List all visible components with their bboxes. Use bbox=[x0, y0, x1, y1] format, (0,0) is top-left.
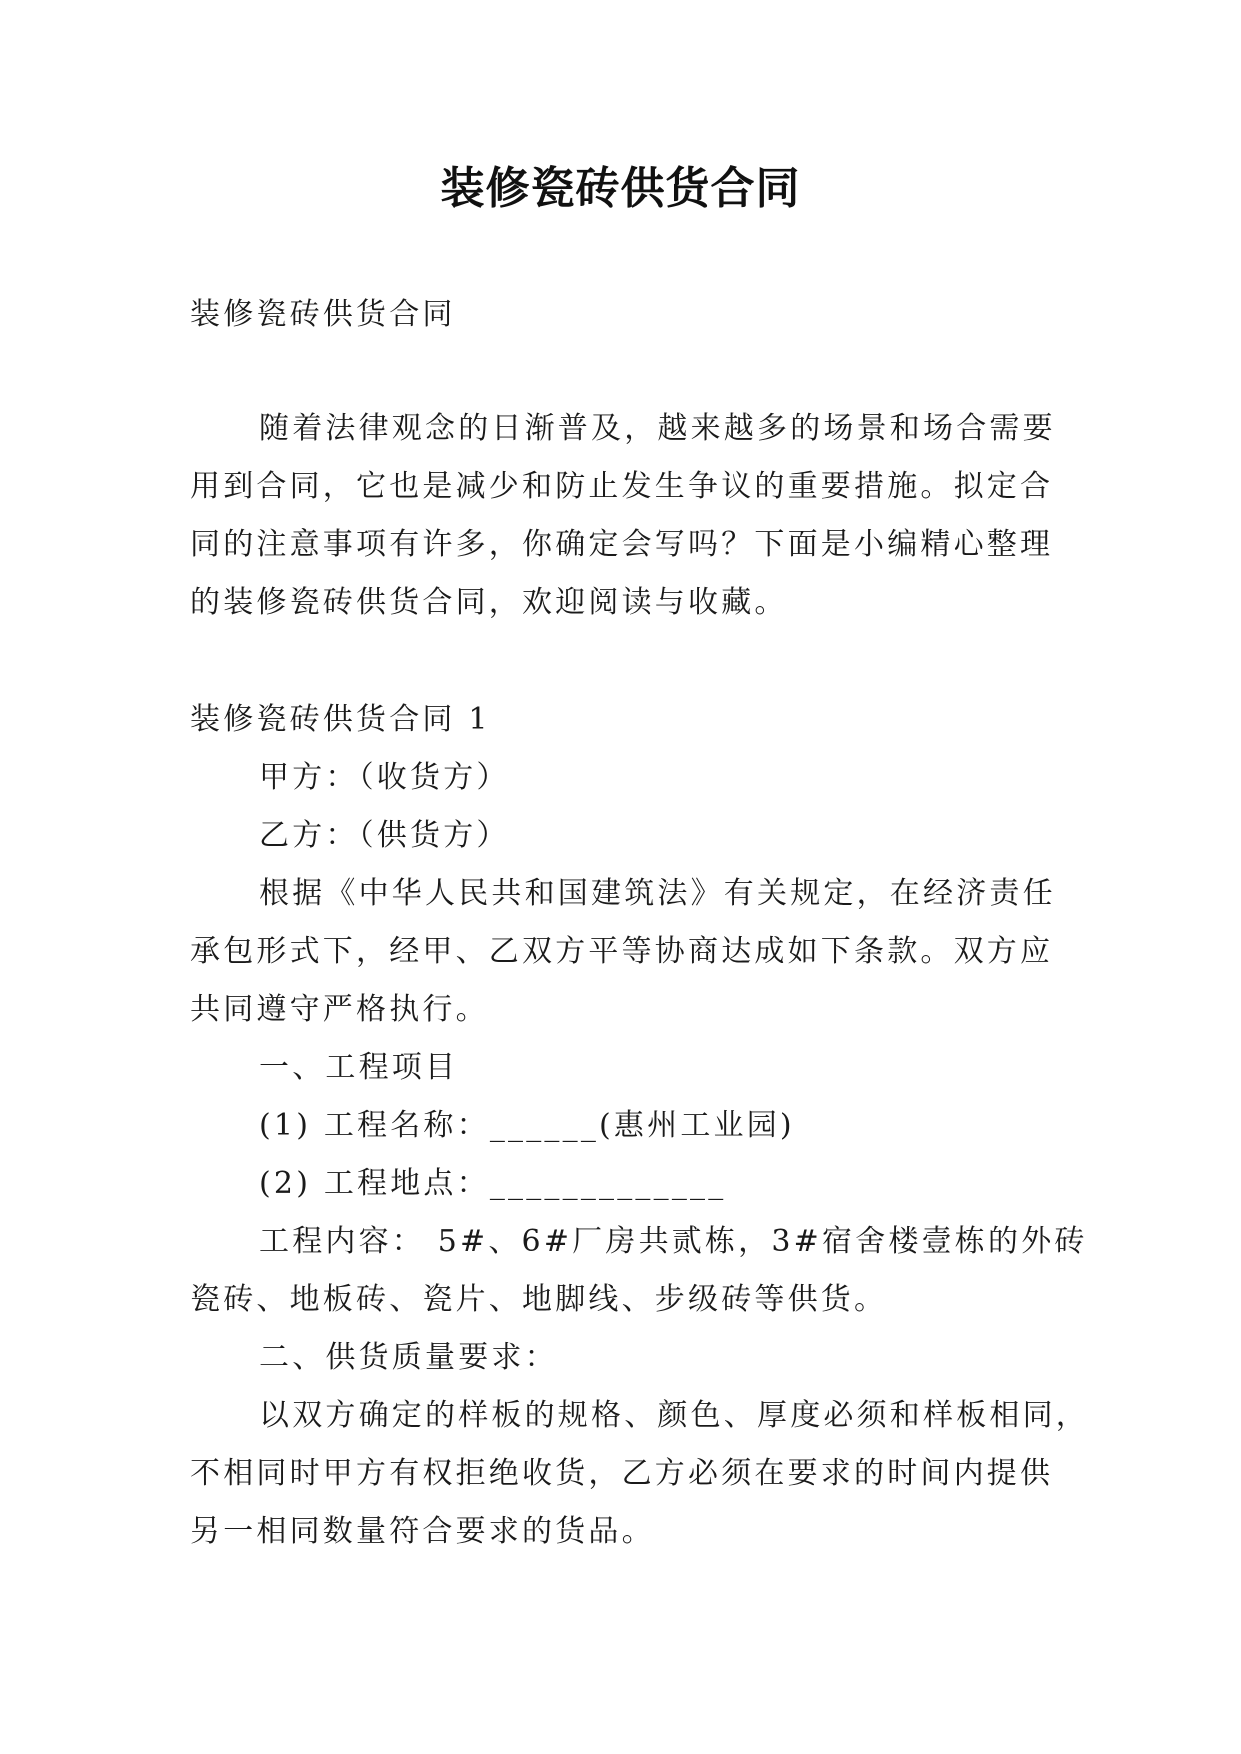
preamble-line-1: 根据《中华人民共和国建筑法》有关规定，在经济责任 bbox=[259, 876, 1056, 911]
party-b-line: 乙方：（供货方） bbox=[259, 818, 510, 853]
project-content-line-1: 工程内容： 5#、6#厂房共贰栋，3#宿舍楼壹栋的外砖 bbox=[259, 1224, 1088, 1259]
quality-line-2: 不相同时甲方有权拒绝收货，乙方必须在要求的时间内提供 bbox=[190, 1456, 1054, 1491]
project-location-line: (2) 工程地点：_____________ bbox=[259, 1166, 727, 1201]
preamble-line-2: 承包形式下，经甲、乙双方平等协商达成如下条款。双方应 bbox=[190, 934, 1054, 969]
quality-line-1: 以双方确定的样板的规格、颜色、厚度必须和样板相同， bbox=[259, 1398, 1089, 1433]
section-2-heading: 二、供货质量要求： bbox=[259, 1340, 558, 1375]
project-name-line: (1) 工程名称：______(惠州工业园) bbox=[259, 1108, 795, 1143]
intro-line-2: 用到合同，它也是减少和防止发生争议的重要措施。拟定合 bbox=[190, 469, 1054, 504]
subtitle-line: 装修瓷砖供货合同 bbox=[190, 297, 456, 332]
contract-heading: 装修瓷砖供货合同 1 bbox=[190, 702, 491, 737]
intro-line-1: 随着法律观念的日渐普及，越来越多的场景和场合需要 bbox=[259, 411, 1056, 446]
document-title: 装修瓷砖供货合同 bbox=[440, 163, 801, 214]
intro-line-3: 同的注意事项有许多，你确定会写吗？下面是小编精心整理 bbox=[190, 527, 1054, 562]
project-content-line-2: 瓷砖、地板砖、瓷片、地脚线、步级砖等供货。 bbox=[190, 1282, 888, 1317]
quality-line-3: 另一相同数量符合要求的货品。 bbox=[190, 1514, 655, 1549]
section-1-heading: 一、工程项目 bbox=[259, 1050, 459, 1085]
intro-line-4: 的装修瓷砖供货合同，欢迎阅读与收藏。 bbox=[190, 585, 788, 620]
party-a-line: 甲方：（收货方） bbox=[259, 760, 510, 795]
preamble-line-3: 共同遵守严格执行。 bbox=[190, 992, 489, 1027]
